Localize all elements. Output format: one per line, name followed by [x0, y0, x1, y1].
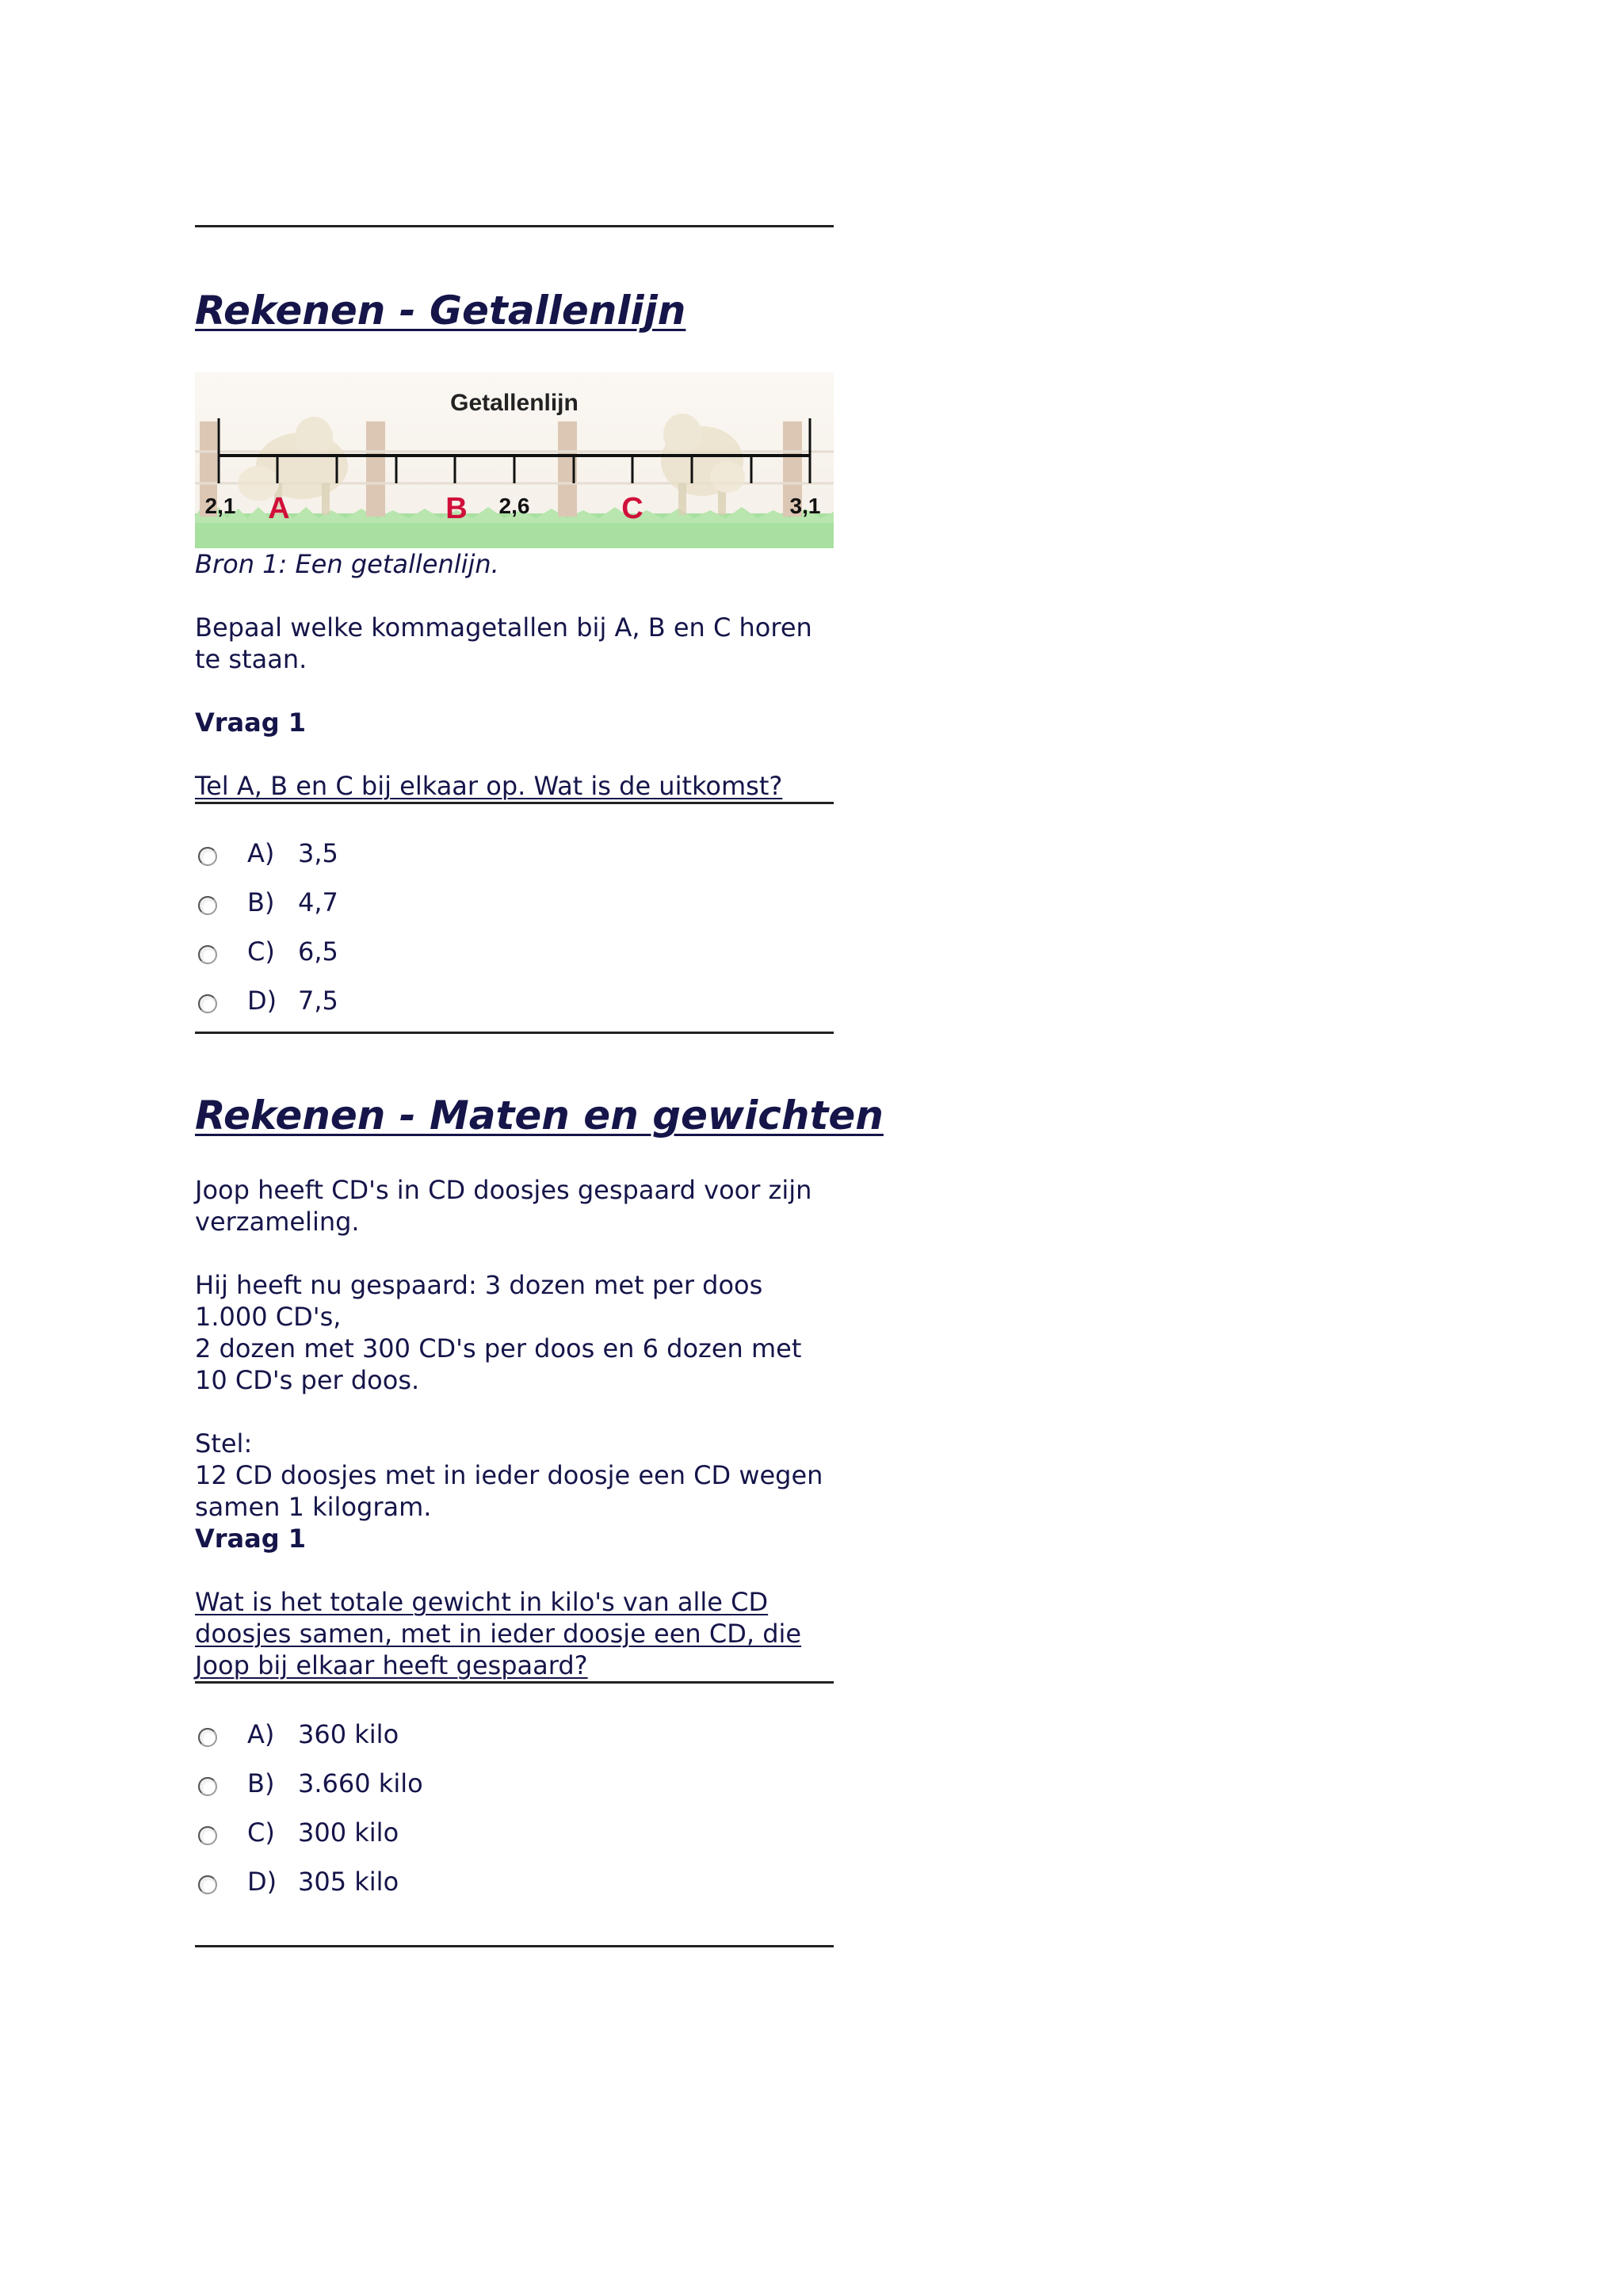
point-label-c: C: [621, 492, 643, 525]
radio-button[interactable]: [198, 945, 217, 964]
option-letter: A): [247, 1719, 275, 1749]
section1-options: [195, 829, 834, 1025]
section2-paragraph-1: Joop heeft CD's in CD doosjes gespaard voor zijn verzameling.: [195, 1175, 812, 1237]
answer-option[interactable]: [195, 1808, 834, 1857]
section-divider: [195, 1032, 834, 1034]
option-letter: C): [247, 1817, 275, 1848]
tick-label-mid: 2,6: [498, 494, 530, 518]
answer-option[interactable]: [195, 878, 834, 927]
radio-button[interactable]: [198, 1826, 217, 1845]
section2-title: Rekenen - Maten en gewichten: [195, 1093, 884, 1138]
answer-option[interactable]: [195, 1710, 834, 1759]
option-letter: D): [247, 1867, 277, 1897]
section2-paragraph-2a: Hij heeft nu gespaard: 3 dozen met per doos 1.000 CD's,: [195, 1270, 763, 1332]
section1-question: Tel A, B en C bij elkaar op. Wat is de uitkomst?: [195, 770, 834, 804]
radio-button[interactable]: [198, 1875, 217, 1894]
radio-button[interactable]: [198, 994, 217, 1013]
number-line-illustration: [195, 372, 834, 548]
option-value: 305 kilo: [298, 1867, 399, 1897]
answer-option[interactable]: [195, 1857, 834, 1906]
section2-paragraph-2b: 2 dozen met 300 CD's per doos en 6 dozen met 10 CD's per doos.: [195, 1333, 802, 1395]
option-value: 7,5: [298, 986, 338, 1016]
radio-button[interactable]: [198, 896, 217, 915]
option-letter: B): [247, 1768, 275, 1798]
section1-title: Rekenen - Getallenlijn: [195, 288, 686, 334]
point-label-a: A: [268, 492, 290, 525]
fence-post: [366, 421, 385, 517]
number-line-figure: [195, 372, 834, 548]
top-divider: [195, 225, 834, 227]
option-letter: B): [247, 887, 275, 917]
figure-caption: Bron 1: Een getallenlijn.: [195, 549, 499, 579]
section1-question-label: Vraag 1: [195, 707, 307, 738]
option-letter: D): [247, 986, 277, 1016]
radio-button[interactable]: [198, 1777, 217, 1796]
stel-label: Stel:: [195, 1428, 253, 1459]
answer-option[interactable]: [195, 976, 834, 1025]
answer-option[interactable]: [195, 927, 834, 976]
section2-question-label: Vraag 1: [195, 1524, 307, 1554]
tick-label-end: 3,1: [789, 494, 821, 518]
radio-button[interactable]: [198, 847, 217, 866]
option-value: 4,7: [298, 887, 338, 917]
figure-title: Getallenlijn: [450, 390, 579, 416]
section2-options: [195, 1710, 834, 1906]
option-letter: A): [247, 838, 275, 868]
radio-button[interactable]: [198, 1728, 217, 1747]
stel-text: 12 CD doosjes met in ieder doosje een CD wegen samen 1 kilogram.: [195, 1460, 823, 1522]
option-value: 360 kilo: [298, 1719, 399, 1749]
section1-instruction: Bepaal welke kommagetallen bij A, B en C horen te staan.: [195, 612, 812, 674]
section2-question: Wat is het totale gewicht in kilo's van alle CD doosjes samen, met in ieder doosje een CD, die Joop bij elkaar heeft gespaard?: [195, 1586, 834, 1684]
bottom-divider: [195, 1945, 834, 1947]
point-label-b: B: [445, 492, 468, 525]
option-value: 3.660 kilo: [298, 1768, 423, 1798]
option-value: 6,5: [298, 936, 338, 967]
option-value: 3,5: [298, 838, 338, 868]
option-value: 300 kilo: [298, 1817, 399, 1848]
answer-option[interactable]: [195, 829, 834, 878]
tick-label-start: 2,1: [204, 494, 236, 518]
option-letter: C): [247, 936, 275, 967]
answer-option[interactable]: [195, 1759, 834, 1808]
